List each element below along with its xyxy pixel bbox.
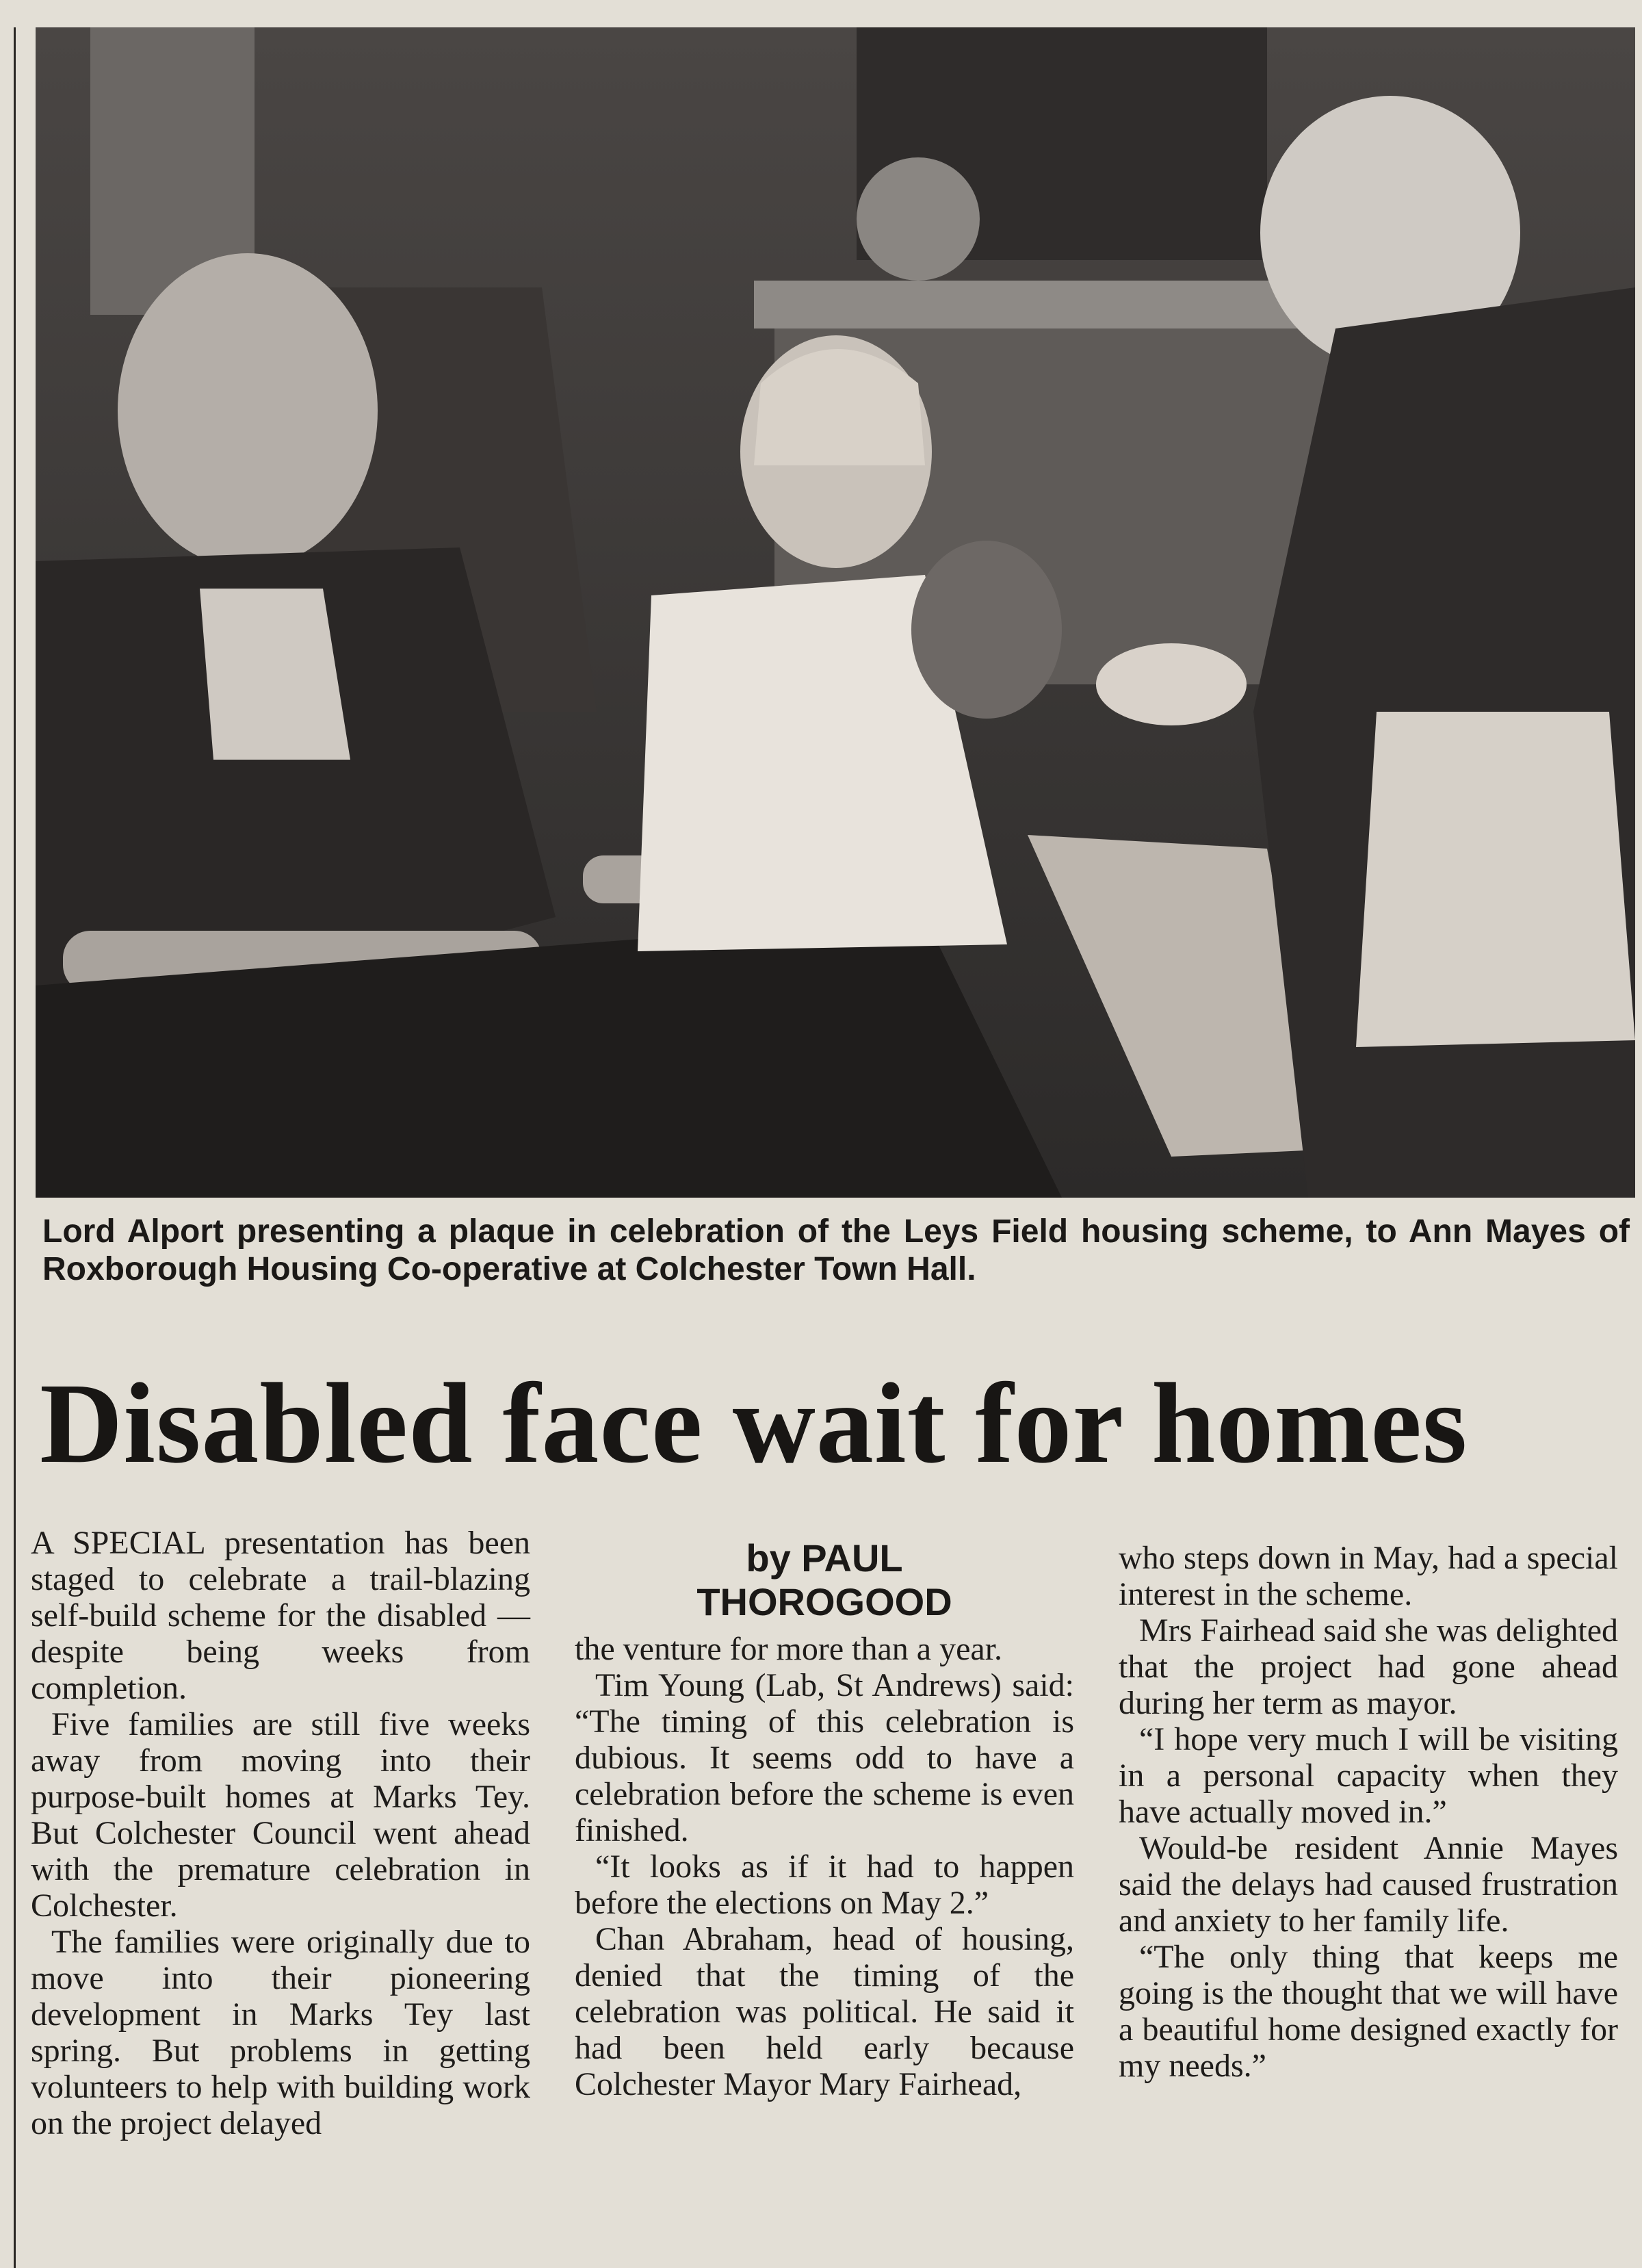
paragraph: Chan Abraham, head of housing, denied that the timing of the celebration was political. He said it had been held early because Colchester Mayor Mary Fairhead,	[575, 1921, 1074, 2102]
byline	[575, 1536, 1074, 1624]
paragraph: Would-be resident Annie Mayes said the delays had caused frustration and anxiety to her family life.	[1119, 1830, 1618, 1939]
paragraph: Tim Young (Lab, St Andrews) said: “The timing of this celebration is dubious. It seems odd to have a celebration before the scheme is even finished.	[575, 1667, 1074, 1848]
photo-caption: Lord Alport presenting a plaque in celebration of the Leys Field housing scheme, to Ann Mayes of Roxborough Housing Co-operative at Colchester Town Hall.	[42, 1213, 1630, 1287]
news-photo	[36, 27, 1635, 1198]
paragraph: “It looks as if it had to happen before the elections on May 2.”	[575, 1848, 1074, 1921]
headline: Disabled face wait for homes	[40, 1360, 1468, 1487]
paragraph: the venture for more than a year.	[575, 1631, 1003, 1667]
paragraph: The families were originally due to move into their pioneering development in Marks Tey last spring. But problems in getting volunteers to help with building work on the project delayed	[31, 1924, 530, 2141]
byline-line-1: by PAUL	[746, 1536, 903, 1580]
paragraph: “I hope very much I will be visiting in a personal capacity when they have actually moved in.”	[1119, 1721, 1618, 1830]
photo-icon	[36, 27, 1635, 1198]
article-column-1	[31, 1525, 530, 2141]
article-column-2	[575, 1536, 1074, 2102]
paragraph: Mrs Fairhead said she was delighted that the project had gone ahead during her term as mayor.	[1119, 1612, 1618, 1721]
paragraph: who steps down in May, had a special interest in the scheme.	[1119, 1540, 1618, 1612]
article-column-3	[1119, 1540, 1618, 2084]
byline-line-2: THOROGOOD	[696, 1580, 952, 1623]
paragraph: “The only thing that keeps me going is the thought that we will have a beautiful home designed exactly for my needs.”	[1119, 1939, 1618, 2084]
paragraph: A SPECIAL presentation has been staged to celebrate a trail-blazing self-build scheme for the disabled — despite being weeks from completion.	[31, 1525, 530, 1706]
paragraph: Five families are still five weeks away from moving into their purpose-built homes at Marks Tey. But Colchester Council went ahead with the premature celebration in Colchester.	[31, 1706, 530, 1924]
